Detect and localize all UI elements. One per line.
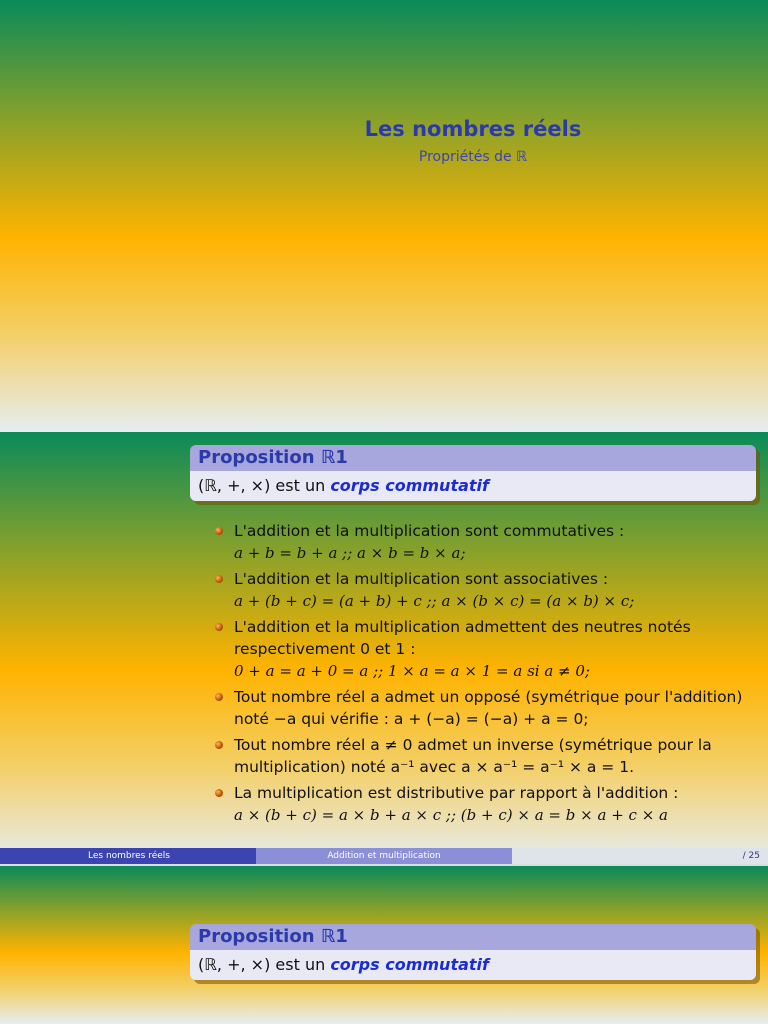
proposition-header: Proposition ℝ1 [190, 924, 756, 950]
bullet-icon [215, 789, 223, 797]
item-text: L'addition et la multiplication admettent des neutres notés respectivement 0 et 1 : [234, 618, 691, 658]
item-formula: a + (b + c) = (a + b) + c ;; a × (b × c) = (a × b) × c; [234, 592, 635, 610]
title-block [310, 115, 636, 165]
proposition-slide-partial [0, 866, 768, 1024]
presentation-subtitle: Propriétés de ℝ [418, 149, 528, 165]
list-item [213, 616, 758, 682]
bullet-icon [215, 741, 223, 749]
proposition-body [190, 471, 756, 501]
item-text: La multiplication est distributive par rapport à l'addition : [234, 784, 679, 802]
list-item [213, 686, 758, 730]
presentation-title: Les nombres réels [364, 117, 582, 141]
title-slide [0, 0, 768, 432]
footer-left [0, 848, 256, 864]
page-number: / 25 [742, 851, 760, 861]
item-text: L'addition et la multiplication sont associatives : [234, 570, 609, 588]
item-formula: a + b = b + a ;; a × b = b × a; [234, 544, 466, 562]
bullet-icon [215, 693, 223, 701]
list-item [213, 568, 758, 612]
list-item [213, 734, 758, 778]
proposition-slide [0, 432, 768, 864]
item-text: Tout nombre réel a admet un opposé (symétrique pour l'addition) noté −a qui vérifie : a + (−a) = (−a) + a = 0; [234, 688, 743, 728]
bullet-icon [215, 575, 223, 583]
item-formula: 0 + a = a + 0 = a ;; 1 × a = a × 1 = a si a ≠ 0; [234, 662, 590, 680]
proposition-box [190, 924, 756, 980]
bullet-icon [215, 527, 223, 535]
item-formula: a × (b + c) = a × b + a × c ;; (b + c) × a = b × a + c × a [234, 806, 668, 824]
property-list [213, 520, 758, 830]
list-item [213, 782, 758, 826]
proposition-prefix: (ℝ, +, ×) est un [198, 476, 331, 495]
proposition-header: Proposition ℝ1 [190, 445, 756, 471]
proposition-prefix: (ℝ, +, ×) est un [198, 955, 331, 974]
proposition-emphasis: corps commutatif [330, 476, 489, 495]
footer-page [512, 848, 768, 864]
slide-footer [0, 848, 768, 864]
bullet-icon [215, 623, 223, 631]
item-text: Tout nombre réel a ≠ 0 admet un inverse (symétrique pour la multiplication) noté a⁻¹ avec a × a⁻¹ = a⁻¹ × a = 1. [234, 736, 712, 776]
list-item [213, 520, 758, 564]
proposition-emphasis: corps commutatif [330, 955, 489, 974]
footer-title: Les nombres réels [88, 851, 170, 861]
proposition-body [190, 950, 756, 980]
item-text: L'addition et la multiplication sont commutatives : [234, 522, 625, 540]
footer-section: Addition et multiplication [256, 848, 512, 864]
proposition-box [190, 445, 756, 501]
